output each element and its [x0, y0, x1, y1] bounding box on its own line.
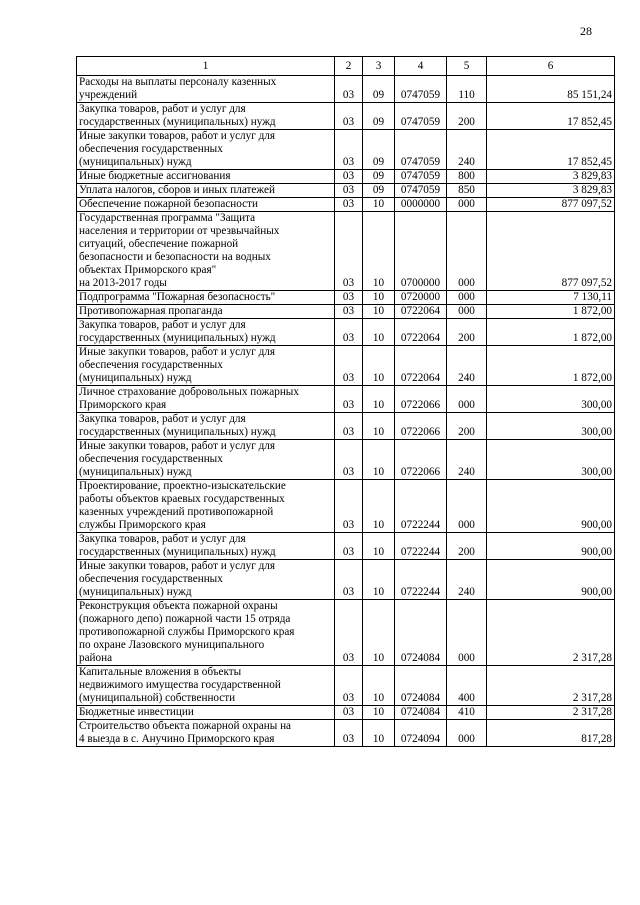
row-amount-cell: 85 151,24 — [487, 76, 615, 103]
row-target-code-cell: 0722066 — [395, 440, 447, 480]
row-section-cell: 03 — [335, 212, 363, 291]
row-expense-type-cell: 200 — [447, 319, 487, 346]
row-target-code-cell: 0722066 — [395, 386, 447, 413]
row-name-cell: Закупка товаров, работ и услуг для государственных (муниципальных) нужд — [77, 319, 335, 346]
row-name-cell: Иные закупки товаров, работ и услуг для обеспечения государственных (муниципальных) нужд — [77, 440, 335, 480]
row-target-code-cell: 0747059 — [395, 103, 447, 130]
table-row — [77, 706, 615, 720]
row-expense-type-cell: 000 — [447, 720, 487, 747]
row-subsection-cell: 10 — [363, 198, 395, 212]
row-amount-cell: 2 317,28 — [487, 600, 615, 666]
row-subsection-cell: 10 — [363, 291, 395, 305]
page-number: 28 — [580, 24, 592, 38]
row-section-cell: 03 — [335, 440, 363, 480]
row-name-cell: Иные закупки товаров, работ и услуг для обеспечения государственных (муниципальных) нужд — [77, 560, 335, 600]
row-section-cell: 03 — [335, 184, 363, 198]
row-amount-cell: 17 852,45 — [487, 103, 615, 130]
table-row — [77, 305, 615, 319]
row-section-cell: 03 — [335, 130, 363, 170]
row-expense-type-cell: 000 — [447, 305, 487, 319]
table-row — [77, 291, 615, 305]
table-row — [77, 346, 615, 386]
table-row — [77, 76, 615, 103]
row-name-cell: Строительство объекта пожарной охраны на 4 выезда в с. Анучино Приморского края — [77, 720, 335, 747]
row-expense-type-cell: 200 — [447, 103, 487, 130]
row-section-cell: 03 — [335, 386, 363, 413]
table-row — [77, 319, 615, 346]
row-amount-cell: 900,00 — [487, 533, 615, 560]
row-target-code-cell: 0747059 — [395, 170, 447, 184]
row-section-cell: 03 — [335, 533, 363, 560]
row-section-cell: 03 — [335, 346, 363, 386]
table-row — [77, 533, 615, 560]
row-section-cell: 03 — [335, 666, 363, 706]
row-subsection-cell: 10 — [363, 560, 395, 600]
row-subsection-cell: 10 — [363, 480, 395, 533]
row-section-cell: 03 — [335, 413, 363, 440]
header-col-4: 4 — [395, 57, 447, 76]
row-target-code-cell: 0747059 — [395, 130, 447, 170]
header-col-5: 5 — [447, 57, 487, 76]
header-col-6: 6 — [487, 57, 615, 76]
row-section-cell: 03 — [335, 706, 363, 720]
row-subsection-cell: 10 — [363, 706, 395, 720]
header-col-1: 1 — [77, 57, 335, 76]
row-amount-cell: 900,00 — [487, 480, 615, 533]
row-subsection-cell: 10 — [363, 666, 395, 706]
row-expense-type-cell: 800 — [447, 170, 487, 184]
row-subsection-cell: 10 — [363, 440, 395, 480]
row-target-code-cell: 0724084 — [395, 666, 447, 706]
table-row — [77, 212, 615, 291]
row-section-cell: 03 — [335, 103, 363, 130]
row-expense-type-cell: 400 — [447, 666, 487, 706]
table-row — [77, 198, 615, 212]
row-section-cell: 03 — [335, 600, 363, 666]
row-expense-type-cell: 200 — [447, 533, 487, 560]
row-subsection-cell: 09 — [363, 130, 395, 170]
row-expense-type-cell: 110 — [447, 76, 487, 103]
table-row — [77, 386, 615, 413]
row-target-code-cell: 0722244 — [395, 560, 447, 600]
row-amount-cell: 3 829,83 — [487, 170, 615, 184]
row-expense-type-cell: 240 — [447, 346, 487, 386]
table-row — [77, 413, 615, 440]
row-amount-cell: 900,00 — [487, 560, 615, 600]
row-amount-cell: 817,28 — [487, 720, 615, 747]
row-expense-type-cell: 850 — [447, 184, 487, 198]
row-amount-cell: 300,00 — [487, 440, 615, 480]
row-target-code-cell: 0724094 — [395, 720, 447, 747]
row-subsection-cell: 09 — [363, 184, 395, 198]
row-name-cell: Расходы на выплаты персоналу казенных учреждений — [77, 76, 335, 103]
row-name-cell: Проектирование, проектно-изыскательские работы объектов краевых государственных казенных учреждений противопожарной службы Приморского края — [77, 480, 335, 533]
table-row — [77, 440, 615, 480]
header-col-3: 3 — [363, 57, 395, 76]
row-subsection-cell: 10 — [363, 600, 395, 666]
row-amount-cell: 1 872,00 — [487, 319, 615, 346]
table-header-row — [77, 57, 615, 76]
row-target-code-cell: 0000000 — [395, 198, 447, 212]
row-name-cell: Иные бюджетные ассигнования — [77, 170, 335, 184]
row-section-cell: 03 — [335, 480, 363, 533]
row-expense-type-cell: 410 — [447, 706, 487, 720]
row-section-cell: 03 — [335, 291, 363, 305]
table-row — [77, 130, 615, 170]
table-row — [77, 103, 615, 130]
row-target-code-cell: 0722064 — [395, 346, 447, 386]
row-section-cell: 03 — [335, 319, 363, 346]
row-expense-type-cell: 240 — [447, 560, 487, 600]
row-name-cell: Иные закупки товаров, работ и услуг для обеспечения государственных (муниципальных) нужд — [77, 130, 335, 170]
table-row — [77, 600, 615, 666]
row-amount-cell: 877 097,52 — [487, 212, 615, 291]
row-amount-cell: 877 097,52 — [487, 198, 615, 212]
row-name-cell: Бюджетные инвестиции — [77, 706, 335, 720]
row-name-cell: Закупка товаров, работ и услуг для государственных (муниципальных) нужд — [77, 413, 335, 440]
row-section-cell: 03 — [335, 170, 363, 184]
row-subsection-cell: 10 — [363, 386, 395, 413]
row-expense-type-cell: 000 — [447, 291, 487, 305]
row-amount-cell: 1 872,00 — [487, 305, 615, 319]
row-target-code-cell: 0720000 — [395, 291, 447, 305]
row-subsection-cell: 10 — [363, 305, 395, 319]
row-subsection-cell: 09 — [363, 103, 395, 130]
table-row — [77, 480, 615, 533]
row-name-cell: Закупка товаров, работ и услуг для государственных (муниципальных) нужд — [77, 533, 335, 560]
row-section-cell: 03 — [335, 76, 363, 103]
table-row — [77, 720, 615, 747]
row-name-cell: Личное страхование добровольных пожарных Приморского края — [77, 386, 335, 413]
row-target-code-cell: 0700000 — [395, 212, 447, 291]
row-name-cell: Закупка товаров, работ и услуг для государственных (муниципальных) нужд — [77, 103, 335, 130]
row-name-cell: Капитальные вложения в объекты недвижимого имущества государственной (муниципальной) собственности — [77, 666, 335, 706]
row-target-code-cell: 0722064 — [395, 305, 447, 319]
row-name-cell: Реконструкция объекта пожарной охраны (пожарного депо) пожарной части 15 отряда противопожарной службы Приморского края по охране Лазовского муниципального района — [77, 600, 335, 666]
row-section-cell: 03 — [335, 720, 363, 747]
row-target-code-cell: 0747059 — [395, 76, 447, 103]
table-row — [77, 666, 615, 706]
row-subsection-cell: 10 — [363, 346, 395, 386]
row-amount-cell: 3 829,83 — [487, 184, 615, 198]
row-subsection-cell: 10 — [363, 533, 395, 560]
row-subsection-cell: 09 — [363, 76, 395, 103]
row-subsection-cell: 10 — [363, 720, 395, 747]
row-expense-type-cell: 000 — [447, 198, 487, 212]
row-target-code-cell: 0722064 — [395, 319, 447, 346]
row-name-cell: Уплата налогов, сборов и иных платежей — [77, 184, 335, 198]
row-target-code-cell: 0724084 — [395, 706, 447, 720]
row-name-cell: Государственная программа "Защита населения и территории от чрезвычайных ситуаций, обеспечение пожарной безопасности и безопасности на водных объектах Приморского края" на 2013-2017 годы — [77, 212, 335, 291]
row-amount-cell: 2 317,28 — [487, 666, 615, 706]
row-target-code-cell: 0722244 — [395, 480, 447, 533]
row-expense-type-cell: 000 — [447, 480, 487, 533]
row-amount-cell: 1 872,00 — [487, 346, 615, 386]
row-expense-type-cell: 000 — [447, 212, 487, 291]
row-amount-cell: 7 130,11 — [487, 291, 615, 305]
row-expense-type-cell: 240 — [447, 130, 487, 170]
header-col-2: 2 — [335, 57, 363, 76]
row-expense-type-cell: 000 — [447, 386, 487, 413]
row-expense-type-cell: 000 — [447, 600, 487, 666]
row-name-cell: Обеспечение пожарной безопасности — [77, 198, 335, 212]
row-subsection-cell: 10 — [363, 212, 395, 291]
row-name-cell: Подпрограмма "Пожарная безопасность" — [77, 291, 335, 305]
row-subsection-cell: 10 — [363, 413, 395, 440]
row-name-cell: Противопожарная пропаганда — [77, 305, 335, 319]
table-row — [77, 184, 615, 198]
table-row — [77, 560, 615, 600]
row-section-cell: 03 — [335, 305, 363, 319]
row-expense-type-cell: 240 — [447, 440, 487, 480]
table-row — [77, 170, 615, 184]
row-target-code-cell: 0724084 — [395, 600, 447, 666]
row-amount-cell: 2 317,28 — [487, 706, 615, 720]
row-section-cell: 03 — [335, 198, 363, 212]
row-target-code-cell: 0722066 — [395, 413, 447, 440]
row-subsection-cell: 10 — [363, 319, 395, 346]
row-amount-cell: 17 852,45 — [487, 130, 615, 170]
row-target-code-cell: 0747059 — [395, 184, 447, 198]
budget-table — [76, 56, 615, 747]
row-section-cell: 03 — [335, 560, 363, 600]
row-target-code-cell: 0722244 — [395, 533, 447, 560]
row-subsection-cell: 09 — [363, 170, 395, 184]
row-name-cell: Иные закупки товаров, работ и услуг для обеспечения государственных (муниципальных) нужд — [77, 346, 335, 386]
row-amount-cell: 300,00 — [487, 386, 615, 413]
row-expense-type-cell: 200 — [447, 413, 487, 440]
row-amount-cell: 300,00 — [487, 413, 615, 440]
